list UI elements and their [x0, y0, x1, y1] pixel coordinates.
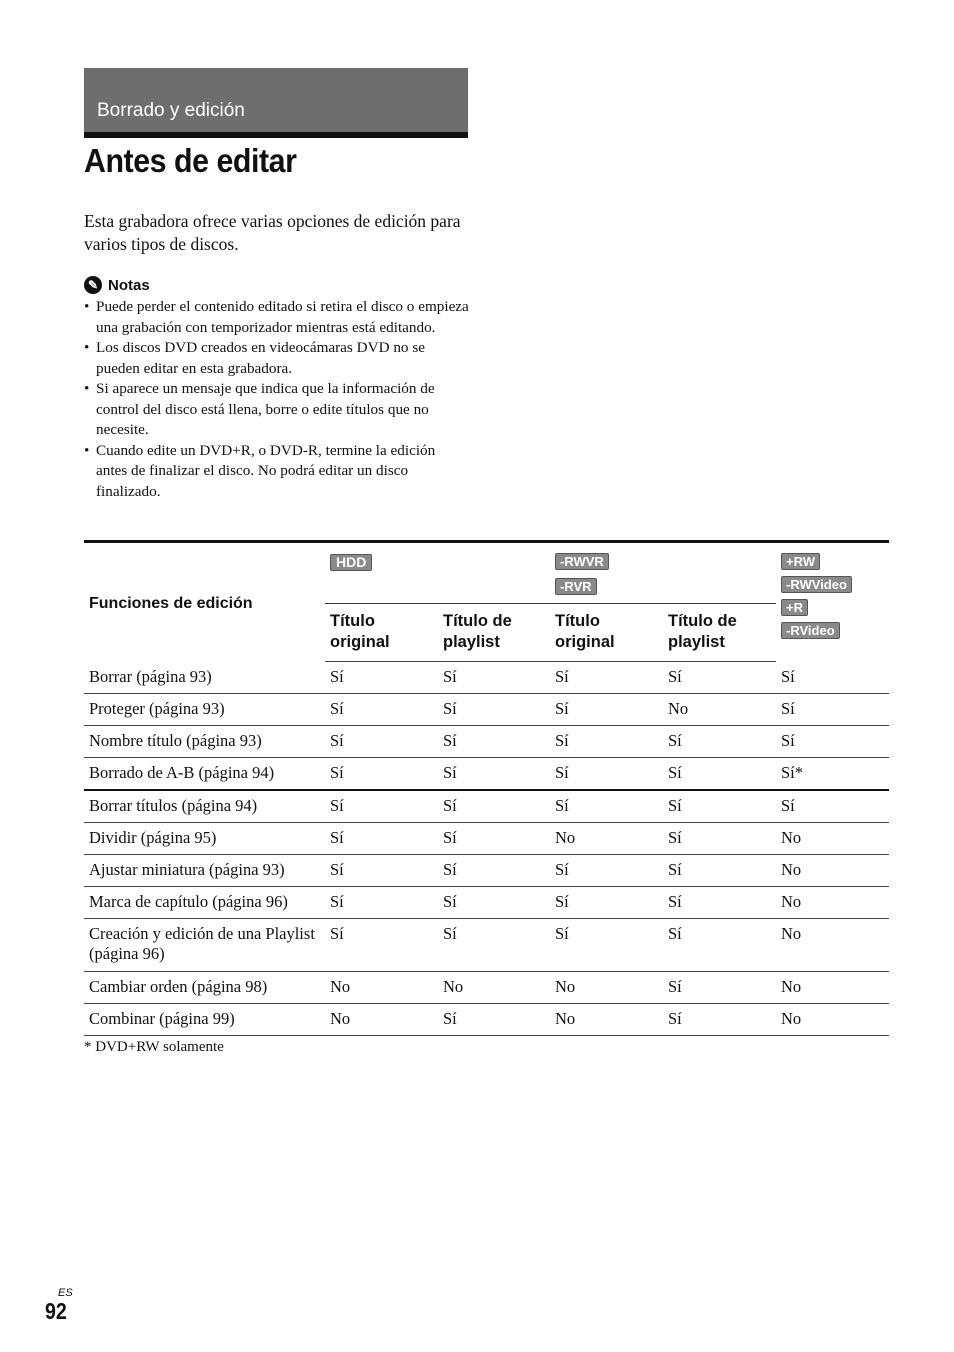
- table-cell: No: [550, 823, 663, 855]
- table-cell: No: [550, 1004, 663, 1036]
- table-cell: Sí: [325, 726, 438, 758]
- video-mode-badge-cell: [776, 542, 889, 662]
- r-video-badge: -RVideo: [781, 622, 840, 639]
- sub-header-title-original: Título original: [325, 604, 438, 662]
- table-cell-function: Dividir (página 95): [84, 823, 325, 855]
- table-cell: Sí: [438, 662, 550, 694]
- table-cell: No: [776, 972, 889, 1004]
- table-cell: No: [776, 887, 889, 919]
- table-cell: No: [550, 972, 663, 1004]
- section-rule: [84, 132, 468, 138]
- table-cell: Sí: [325, 919, 438, 972]
- table-cell: No: [776, 823, 889, 855]
- table-cell: Sí: [550, 919, 663, 972]
- notes-list: [84, 297, 470, 502]
- sub-header-title-playlist: Título de playlist: [438, 604, 550, 662]
- table-cell: Sí: [325, 662, 438, 694]
- note-item: • Si aparece un mensaje que indica que la información de control del disco está llena, borre o edite títulos que no necesite.: [84, 379, 470, 441]
- rw-video-badge: -RWVideo: [781, 576, 852, 593]
- table-cell: Sí: [325, 758, 438, 791]
- table-cell-function: Borrar (página 93): [84, 662, 325, 694]
- rw-vr-badge-cell: [550, 542, 776, 604]
- table-cell: Sí: [438, 790, 550, 823]
- table-cell: Sí: [550, 887, 663, 919]
- table-cell: Sí: [550, 758, 663, 791]
- table-cell-function: Combinar (página 99): [84, 1004, 325, 1036]
- page-language-code: ES: [58, 1287, 73, 1299]
- notes-icon: ✎: [84, 276, 102, 294]
- page-title: Antes de editar: [84, 142, 297, 179]
- table-cell: Sí: [438, 823, 550, 855]
- table-cell: Sí: [550, 790, 663, 823]
- plus-rw-badge: +RW: [781, 553, 820, 570]
- table-footnote: * DVD+RW solamente: [84, 1039, 224, 1055]
- table-cell: Sí: [663, 972, 776, 1004]
- table-cell-function: Borrado de A-B (página 94): [84, 758, 325, 791]
- table-cell: No: [438, 972, 550, 1004]
- table-cell: No: [776, 855, 889, 887]
- hdd-badge-cell: [325, 542, 550, 604]
- notes-heading: [84, 276, 150, 294]
- note-item: • Puede perder el contenido editado si retira el disco o empieza una grabación con temporizador mientras está editando.: [84, 297, 470, 338]
- table-cell: Sí: [325, 790, 438, 823]
- table-cell: Sí: [550, 855, 663, 887]
- sub-header-title-original: Título original: [550, 604, 663, 662]
- table-cell: Sí: [663, 1004, 776, 1036]
- table-cell: Sí: [325, 694, 438, 726]
- plus-r-badge: +R: [781, 599, 808, 616]
- table-cell-function: Creación y edición de una Playlist (página 96): [84, 919, 325, 972]
- function-column-header: Funciones de edición: [89, 595, 253, 613]
- table-cell: Sí: [550, 694, 663, 726]
- notes-heading-label: Notas: [108, 276, 150, 294]
- table-cell: Sí: [438, 855, 550, 887]
- table-cell: Sí: [550, 726, 663, 758]
- table-cell: Sí: [325, 855, 438, 887]
- table-cell-function: Proteger (página 93): [84, 694, 325, 726]
- note-item: • Los discos DVD creados en videocámaras DVD no se pueden editar en esta grabadora.: [84, 338, 470, 379]
- table-cell-function: Borrar títulos (página 94): [84, 790, 325, 823]
- hdd-badge: HDD: [330, 554, 372, 571]
- table-cell: Sí: [663, 790, 776, 823]
- table-cell: Sí: [550, 662, 663, 694]
- table-cell-function: Cambiar orden (página 98): [84, 972, 325, 1004]
- table-cell: Sí: [663, 726, 776, 758]
- note-item: • Cuando edite un DVD+R, o DVD-R, termine la edición antes de finalizar el disco. No podrá editar un disco finalizado.: [84, 441, 470, 503]
- table-cell: No: [776, 919, 889, 972]
- table-cell: Sí: [663, 662, 776, 694]
- table-cell: Sí: [776, 662, 889, 694]
- table-cell-function: Ajustar miniatura (página 93): [84, 855, 325, 887]
- table-cell: Sí: [663, 887, 776, 919]
- table-cell: Sí: [438, 887, 550, 919]
- table-cell: Sí: [776, 726, 889, 758]
- section-label: Borrado y edición: [97, 100, 245, 121]
- rw-vr-badge: -RWVR: [555, 553, 609, 570]
- table-cell: Sí*: [776, 758, 889, 791]
- table-cell: Sí: [663, 758, 776, 791]
- table-cell: Sí: [663, 919, 776, 972]
- table-cell: Sí: [325, 823, 438, 855]
- table-cell: Sí: [438, 1004, 550, 1036]
- table-cell: Sí: [776, 694, 889, 726]
- table-cell-function: Nombre título (página 93): [84, 726, 325, 758]
- table-cell: Sí: [663, 855, 776, 887]
- editing-functions-table: [84, 540, 889, 1036]
- intro-paragraph: Esta grabadora ofrece varias opciones de edición para varios tipos de discos.: [84, 211, 461, 254]
- table-cell: No: [663, 694, 776, 726]
- table-cell: Sí: [325, 887, 438, 919]
- page-number: 92: [45, 1298, 67, 1324]
- r-vr-badge: -RVR: [555, 578, 597, 595]
- table-cell: Sí: [776, 790, 889, 823]
- section-header-bar: [84, 68, 468, 132]
- sub-header-title-playlist: Título de playlist: [663, 604, 776, 662]
- table-cell: Sí: [438, 758, 550, 791]
- table-cell: Sí: [663, 823, 776, 855]
- table-cell: Sí: [438, 726, 550, 758]
- table-cell: No: [776, 1004, 889, 1036]
- table-cell: Sí: [438, 694, 550, 726]
- table-cell: Sí: [438, 919, 550, 972]
- table-cell: No: [325, 972, 438, 1004]
- table-cell: No: [325, 1004, 438, 1036]
- table-cell-function: Marca de capítulo (página 96): [84, 887, 325, 919]
